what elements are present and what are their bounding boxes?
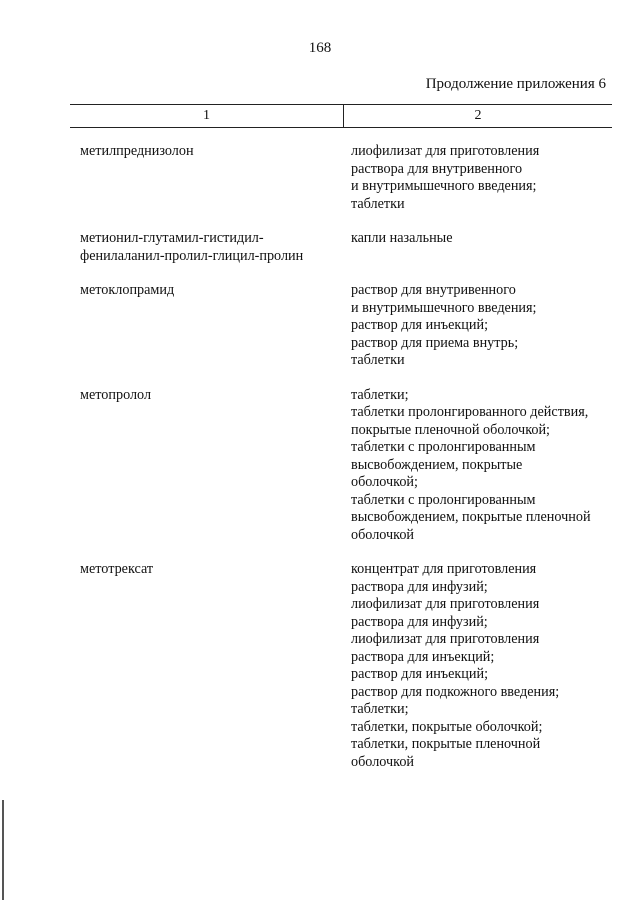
drug-name-line: фенилаланил-пролил-глицил-пролин [80, 247, 304, 264]
scan-margin-line [2, 800, 4, 900]
column-header-1: 1 [70, 105, 344, 127]
dosage-form-line: таблетки [351, 195, 405, 212]
dosage-form-line: оболочкой [351, 753, 415, 770]
drug-name [80, 143, 351, 213]
dosage-form-line: раствора для внутривенного [351, 160, 523, 177]
appendix-continuation-label: Продолжение приложения 6 [425, 76, 606, 92]
dosage-form-line: покрытые пленочной оболочкой; [351, 421, 550, 438]
table-body [80, 143, 625, 788]
dosage-form-line: лиофилизат для приготовления [351, 143, 540, 159]
dosage-form-line: лиофилизат для приготовления [351, 596, 540, 612]
dosage-form-line: капли назальные [351, 230, 453, 246]
drug-name [80, 230, 351, 265]
dosage-forms [351, 230, 625, 265]
dosage-form-line: раствор для подкожного введения; [351, 683, 560, 700]
column-header-2: 2 [474, 108, 482, 123]
dosage-form-line: раствор для внутривенного [351, 282, 516, 298]
table-row [80, 282, 625, 370]
dosage-form-line: и внутримышечного введения; [351, 178, 537, 194]
dosage-form-line: лиофилизат для приготовления [351, 631, 540, 647]
dosage-forms [351, 282, 625, 370]
table-row [80, 561, 625, 771]
table-row [80, 143, 625, 213]
dosage-form-line: таблетки с пролонгированным [351, 439, 536, 455]
dosage-form-line: таблетки; [351, 701, 409, 717]
table-row [80, 387, 625, 545]
dosage-form-line: раствора для инъекций; [351, 648, 495, 665]
dosage-form-line: таблетки [351, 352, 405, 368]
dosage-forms [351, 561, 625, 771]
dosage-form-line: раствор для приема внутрь; [351, 334, 519, 351]
dosage-form-line: таблетки с пролонгированным [351, 491, 536, 508]
table-header [70, 104, 612, 128]
dosage-forms [351, 387, 625, 545]
dosage-form-line: раствора для инфузий; [351, 578, 488, 595]
dosage-form-line: и внутримышечного введения; [351, 299, 537, 316]
page-number: 168 [308, 40, 332, 56]
dosage-form-line: оболочкой [351, 526, 415, 543]
drug-name [80, 387, 351, 545]
drug-name-line: метилпреднизолон [80, 143, 194, 159]
dosage-form-line: раствора для инфузий; [351, 613, 488, 630]
drug-name [80, 282, 351, 370]
dosage-form-line: оболочкой; [351, 474, 418, 490]
dosage-form-line: концентрат для приготовления [351, 561, 537, 577]
dosage-form-line: таблетки пролонгированного действия, [351, 404, 589, 420]
drug-name-line: метопролол [80, 386, 152, 403]
table-row [80, 230, 625, 265]
dosage-form-line: высвобождением, покрытые пленочной [351, 509, 591, 525]
drug-name [80, 561, 351, 771]
drug-name-line: метионил-глутамил-гистидил- [80, 230, 264, 246]
dosage-form-line: таблетки, покрытые пленочной [351, 736, 541, 752]
dosage-form-line: раствор для инъекций; [351, 317, 489, 333]
dosage-forms [351, 143, 625, 213]
dosage-form-line: высвобождением, покрытые [351, 456, 523, 473]
dosage-form-line: раствор для инъекций; [351, 666, 489, 682]
dosage-form-line: таблетки, покрытые оболочкой; [351, 718, 543, 735]
dosage-form-line: таблетки; [351, 386, 409, 403]
drug-name-line: метоклопрамид [80, 282, 175, 298]
drug-name-line: метотрексат [80, 561, 154, 577]
